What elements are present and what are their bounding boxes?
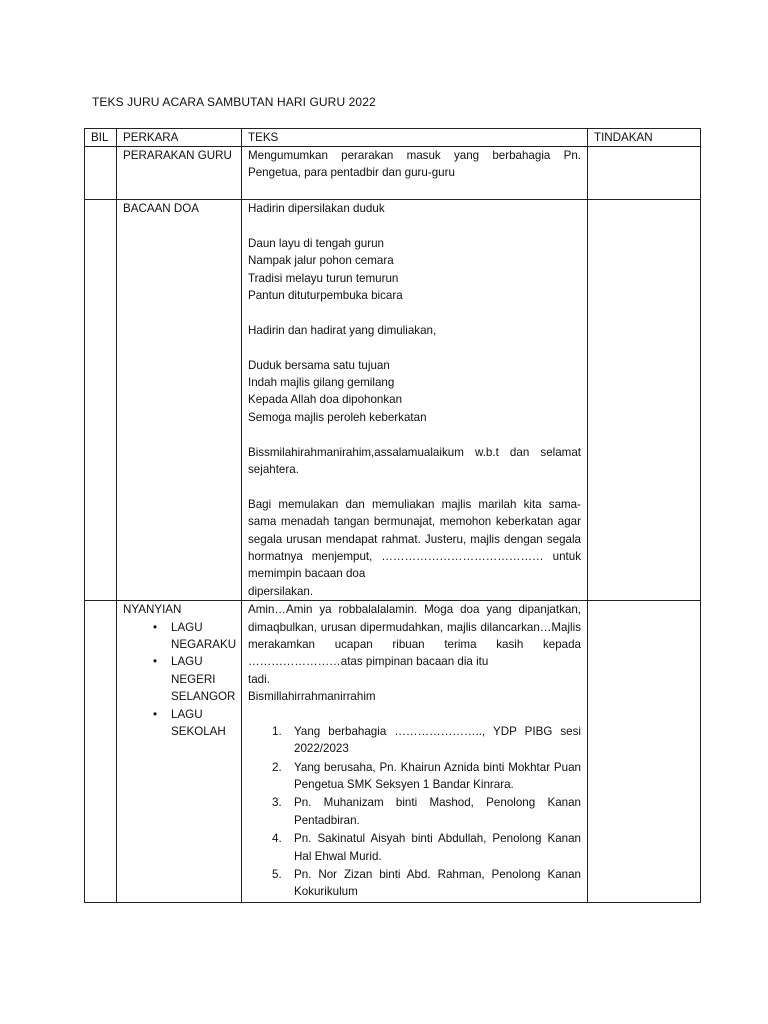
header-teks: TEKS [242, 129, 588, 147]
pantun-line: Kepada Allah doa dipohonkan [248, 393, 403, 407]
teks-cell [242, 601, 588, 903]
tindakan-cell [588, 200, 701, 601]
list-number: 2. [272, 760, 282, 774]
invitation-paragraph: Bagi memulakan dan memuliakan majlis marilah kita sama-sama menadah tangan bermunajat, memohon keberkatan agar segala urusan mendapat rahmat. Justeru, majlis dengan segala hormatnya menjemput, …………………………………… untuk memimpin bacaan doa [248, 497, 581, 581]
teks-cell [242, 147, 588, 200]
perkara-cell [117, 601, 242, 903]
bullet-icon: • [153, 620, 158, 634]
song-label: LAGU NEGERI SELANGOR [171, 655, 236, 704]
list-item [272, 794, 581, 829]
pantun-line: Pantun dituturpembuka bicara [248, 289, 403, 303]
bil-cell [85, 200, 117, 601]
bismillah-line: Bismillahirrahmanirrahim [248, 690, 376, 704]
guest-text: Pn. Muhanizam binti Mashod, Penolong Kanan Pentadbiran. [294, 796, 581, 827]
script-table [84, 128, 701, 903]
list-number: 5. [272, 867, 282, 881]
list-item [272, 866, 581, 901]
guest-text: Pn. Sakinatul Aisyah binti Abdullah, Penolong Kanan Hal Ehwal Murid. [294, 832, 581, 863]
guest-text: Yang berusaha, Pn. Khairun Aznida binti Mokhtar Puan Pengetua SMK Seksyen 1 Bandar Kinrara. [294, 760, 581, 791]
header-bil: BIL [85, 129, 117, 147]
tindakan-cell [588, 147, 701, 200]
list-item [272, 830, 581, 865]
list-number: 1. [272, 724, 282, 738]
bullet-icon: • [153, 655, 158, 669]
tindakan-cell [588, 601, 701, 903]
perkara-cell: BACAAN DOA [117, 200, 242, 601]
pantun-line: Duduk bersama satu tujuan [248, 358, 390, 372]
bil-cell [85, 601, 117, 903]
list-item [272, 723, 581, 758]
table-row [85, 200, 701, 601]
table-row [85, 601, 701, 903]
teks-cell [242, 200, 588, 601]
pantun-line: Daun layu di tengah gurun [248, 236, 385, 250]
song-label: LAGU SEKOLAH [171, 707, 226, 739]
pantun-line: Indah majlis gilang gemilang [248, 376, 395, 390]
perkara-cell: PERARAKAN GURU [117, 147, 242, 200]
invitation-end: dipersilakan. [248, 584, 314, 598]
guest-text: Yang berbahagia ………………….., YDP PIBG sesi 2022/2023 [294, 724, 581, 756]
teks-line: Hadirin dipersilakan duduk [248, 202, 385, 215]
guest-list [248, 723, 581, 901]
bil-cell [85, 147, 117, 200]
bullet-icon: • [153, 707, 158, 721]
list-item [153, 706, 237, 741]
pantun-line: Tradisi melayu turun temurun [248, 271, 399, 285]
pantun-line: Semoga majlis peroleh keberkatan [248, 410, 427, 424]
table-row [85, 147, 701, 200]
greeting-line: Hadirin dan hadirat yang dimuliakan, [248, 323, 437, 337]
salam-paragraph: Bissmilahirahmanirahim,assalamualaikum w.b.t dan selamat sejahtera. [248, 445, 581, 477]
list-item [153, 653, 237, 705]
guest-text: Pn. Nor Zizan binti Abd. Rahman, Penolong Kanan Kokurikulum [294, 867, 581, 899]
closing-end: tadi. [248, 672, 270, 686]
header-tindakan: TINDAKAN [588, 129, 701, 147]
document-title: TEKS JURU ACARA SAMBUTAN HARI GURU 2022 [92, 95, 376, 109]
table-header-row [85, 129, 701, 147]
list-item [153, 619, 237, 654]
list-number: 4. [272, 832, 282, 846]
song-label: LAGU NEGARAKU [171, 620, 237, 652]
closing-paragraph: Amin…Amin ya robbalalalamin. Moga doa yang dipanjatkan, dimaqbulkan, urusan dipermudahkan, majlis dilancarkan…Majlis merakamkan ucapan ribuan terima kasih kepada ……………………atas pimpinan bacaan dia itu [248, 603, 581, 669]
song-list [123, 619, 235, 741]
perkara-label: NYANYIAN [123, 603, 182, 617]
teks-paragraph: Mengumumkan perarakan masuk yang berbahagia Pn. Pengetua, para pentadbir dan guru-guru [248, 149, 581, 180]
pantun-line: Nampak jalur pohon cemara [248, 254, 394, 268]
list-number: 3. [272, 796, 282, 810]
list-item [272, 759, 581, 794]
header-perkara: PERKARA [117, 129, 242, 147]
